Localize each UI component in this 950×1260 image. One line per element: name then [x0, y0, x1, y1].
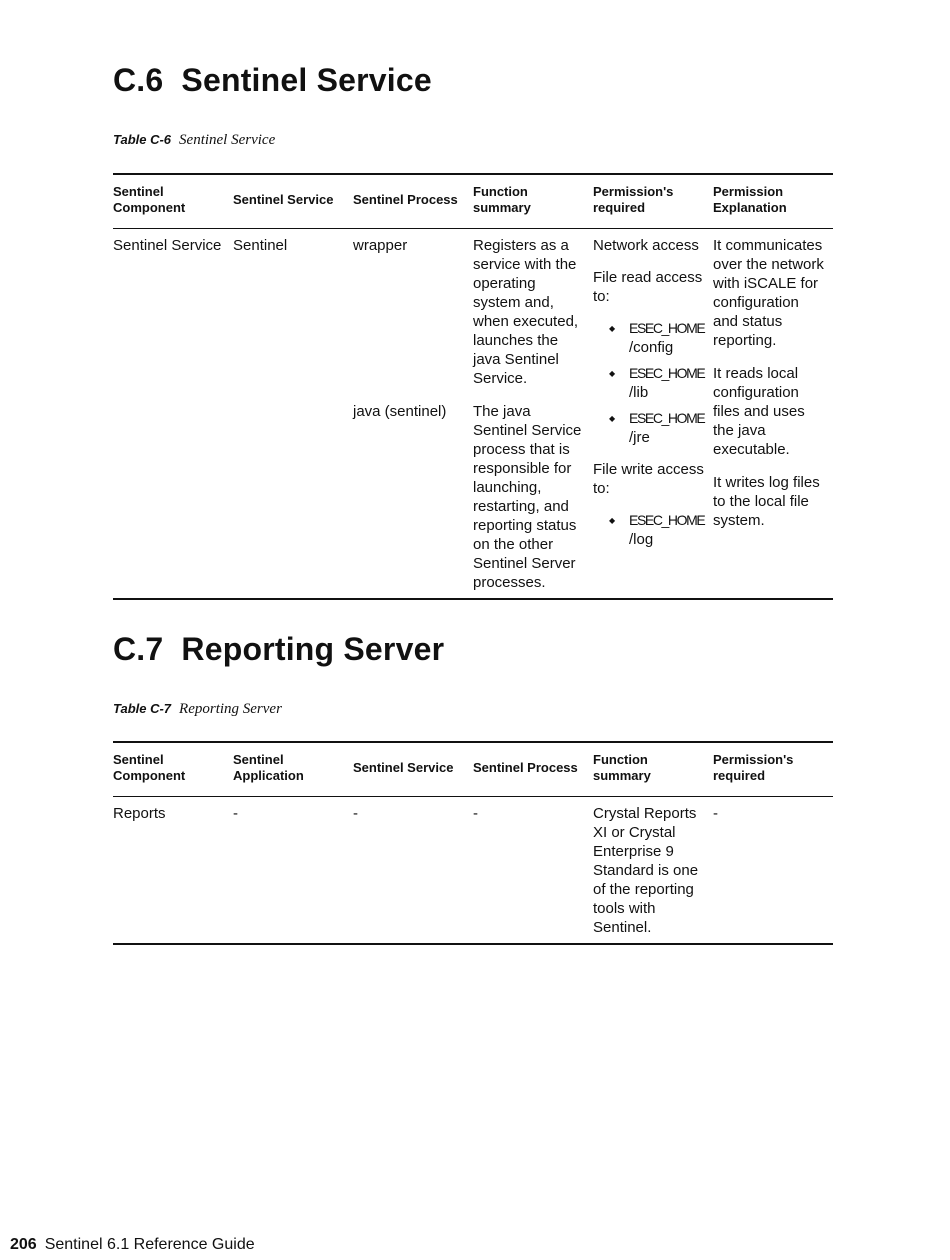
- column-header: Sentinel Application: [233, 742, 353, 797]
- column-header: Function summary: [593, 742, 713, 797]
- table-title: Sentinel Service: [179, 132, 276, 148]
- table-row: [113, 797, 833, 945]
- process-row: [353, 402, 593, 598]
- table-label: Table C-6: [113, 132, 172, 147]
- column-header: Function summary: [473, 174, 593, 229]
- cell-service: Sentinel: [233, 237, 288, 254]
- column-header: Permission's required: [713, 742, 833, 797]
- process-cells: [353, 229, 593, 600]
- table-label: Table C-7: [113, 701, 172, 716]
- page-footer: [10, 1236, 255, 1254]
- page-number: 206: [10, 1236, 37, 1253]
- column-header: Sentinel Service: [353, 742, 473, 797]
- cell-process: -: [473, 805, 478, 822]
- section-heading-c6: [113, 62, 432, 99]
- cell-function-summary: The java Sentinel Service process that is responsible for launching, restarting, and reporting status on the other Sentinel Server processes.: [473, 403, 582, 591]
- column-header: Sentinel Process: [473, 742, 593, 797]
- cell-permissions: [593, 229, 713, 600]
- list-item: ◆ ESEC_HOME /log: [609, 511, 707, 549]
- permission-read-label: File read access to:: [593, 269, 703, 305]
- list-item: ◆ ESEC_HOME /jre: [609, 409, 707, 447]
- column-header: Sentinel Component: [113, 174, 233, 229]
- table-c7: [113, 741, 833, 945]
- cell-process: java (sentinel): [353, 403, 447, 420]
- permission-write-label: File write access to:: [593, 461, 704, 497]
- section-number: C.7: [113, 631, 164, 667]
- table-caption-c6: [113, 131, 275, 149]
- section-number: C.6: [113, 62, 164, 98]
- cell-application: -: [233, 805, 238, 822]
- table-header-row: [113, 174, 833, 229]
- section-title: Sentinel Service: [181, 62, 432, 98]
- table-row: [113, 229, 833, 600]
- read-access-list: [593, 319, 707, 447]
- permission-network: Network access: [593, 237, 699, 254]
- cell-function-summary: Crystal Reports XI or Crystal Enterprise 9 Standard is one of the reporting tools with Sentinel.: [593, 805, 699, 936]
- cell-component: Sentinel Service: [113, 237, 222, 254]
- list-item: ◆ ESEC_HOME /config: [609, 319, 707, 357]
- column-header: Permission Explanation: [713, 174, 833, 229]
- process-row: [353, 229, 593, 402]
- book-title: Sentinel 6.1 Reference Guide: [44, 1236, 255, 1253]
- cell-permissions: -: [713, 805, 718, 822]
- process-subtable: [353, 229, 593, 598]
- cell-component: Reports: [113, 805, 166, 822]
- column-header: Sentinel Component: [113, 742, 233, 797]
- list-item: ◆ ESEC_HOME /lib: [609, 364, 707, 402]
- write-access-list: [593, 511, 707, 549]
- cell-function-summary: Registers as a service with the operating system and, when executed, launches the java Sentinel Service.: [473, 237, 579, 387]
- column-header: Sentinel Service: [233, 174, 353, 229]
- section-title: Reporting Server: [181, 631, 445, 667]
- cell-process: wrapper: [353, 237, 408, 254]
- explanation-paragraph: It reads local configuration files and uses the java executable.: [713, 365, 805, 458]
- table-header-row: [113, 742, 833, 797]
- table-caption-c7: [113, 700, 282, 718]
- explanation-paragraph: It communicates over the network with iSCALE for configuration and status reporting.: [713, 237, 824, 349]
- column-header: Sentinel Process: [353, 174, 473, 229]
- cell-service: -: [353, 805, 358, 822]
- cell-permission-explanation: [713, 229, 833, 600]
- section-heading-c7: [113, 631, 444, 668]
- explanation-paragraph: It writes log files to the local file system.: [713, 474, 820, 529]
- column-header: Permission's required: [593, 174, 713, 229]
- table-title: Reporting Server: [179, 701, 282, 717]
- table-c6: [113, 173, 833, 600]
